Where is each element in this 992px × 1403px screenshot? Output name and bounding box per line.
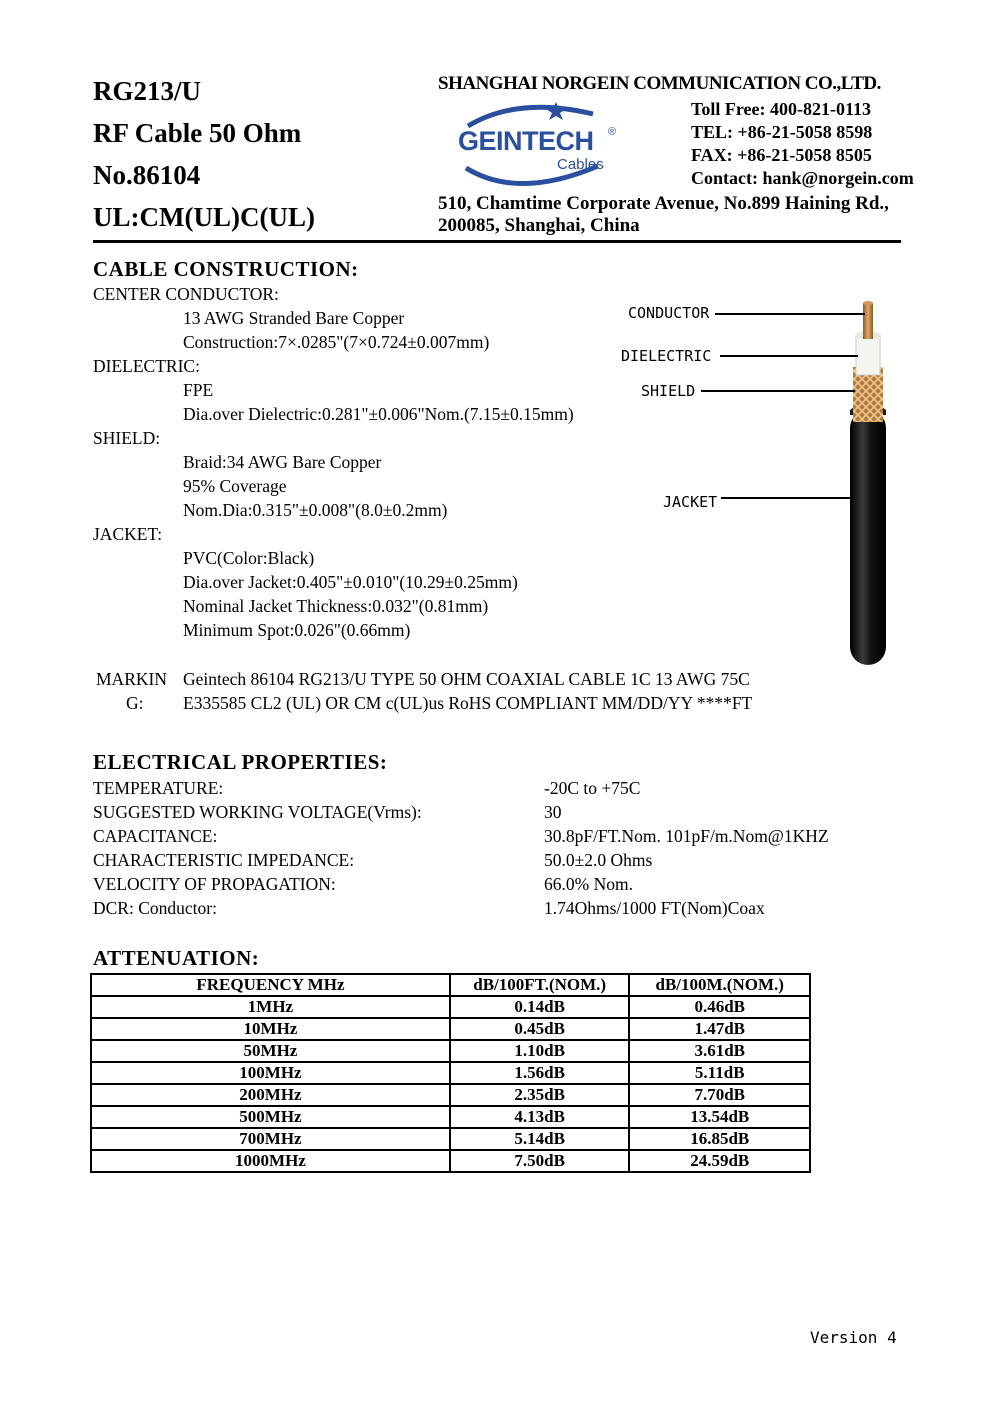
label-shield: SHIELD: [641, 382, 696, 400]
table-row: [91, 996, 810, 1018]
logo-subtext: Cables: [557, 156, 604, 173]
marking-line2: E335585 CL2 (UL) OR CM c(UL)us RoHS COMPLIANT MM/DD/YY ****FT: [183, 693, 753, 713]
frequency-cell: 10MHz: [91, 1018, 450, 1040]
contact-block: [691, 98, 914, 190]
electrical-label: CHARACTERISTIC IMPEDANCE:: [93, 850, 355, 870]
company-name: SHANGHAI NORGEIN COMMUNICATION CO.,LTD.: [438, 73, 881, 94]
marking-label-line2: G:: [126, 693, 144, 713]
header-cell: dB/100M.(NOM.): [629, 974, 810, 996]
spec-line: 13 AWG Stranded Bare Copper: [183, 308, 405, 328]
marking-line1: Geintech 86104 RG213/U TYPE 50 OHM COAXIAL CABLE 1C 13 AWG 75C: [183, 669, 750, 689]
electrical-label: CAPACITANCE:: [93, 826, 218, 846]
spec-line: 95% Coverage: [183, 476, 287, 496]
dielectric-label: DIELECTRIC:: [93, 356, 200, 376]
address-line-1: 510, Chamtime Corporate Avenue, No.899 Haining Rd.,: [438, 193, 889, 214]
table-header-row: [91, 974, 810, 996]
attenuation-heading: ATTENUATION:: [93, 946, 260, 970]
cable-diagram: [610, 295, 900, 665]
address-line-2: 200085, Shanghai, China: [438, 215, 640, 236]
spec-line: Minimum Spot:0.026"(0.66mm): [183, 620, 411, 640]
frequency-cell: 1000MHz: [91, 1150, 450, 1172]
contact-email: Contact: hank@norgein.com: [691, 168, 914, 188]
frequency-cell: 200MHz: [91, 1084, 450, 1106]
db-per-100m-cell: 7.70dB: [629, 1084, 810, 1106]
db-per-100ft-cell: 4.13dB: [450, 1106, 630, 1128]
spec-line: Nominal Jacket Thickness:0.032"(0.81mm): [183, 596, 489, 616]
frequency-cell: 50MHz: [91, 1040, 450, 1062]
title-line-rating: UL:CM(UL)C(UL): [93, 202, 315, 232]
electrical-value: 30.8pF/FT.Nom. 101pF/m.Nom@1KHZ: [544, 826, 829, 846]
db-per-100ft-cell: 0.45dB: [450, 1018, 630, 1040]
electrical-value: -20C to +75C: [544, 778, 641, 798]
db-per-100m-cell: 13.54dB: [629, 1106, 810, 1128]
construction-spec: [93, 282, 574, 642]
spec-line: Dia.over Jacket:0.405"±0.010"(10.29±0.25mm): [183, 572, 518, 592]
company-address: [438, 193, 889, 237]
construction-heading: CABLE CONSTRUCTION:: [93, 257, 359, 281]
spec-line: FPE: [183, 380, 214, 400]
center-conductor-label: CENTER CONDUCTOR:: [93, 284, 279, 304]
toll-free: Toll Free: 400-821-0113: [691, 99, 871, 119]
frequency-cell: 100MHz: [91, 1062, 450, 1084]
spec-line: Braid:34 AWG Bare Copper: [183, 452, 382, 472]
table-row: [91, 1018, 810, 1040]
electrical-labels: [93, 776, 422, 920]
table-row: [91, 1106, 810, 1128]
marking-text: [183, 667, 752, 715]
shield-label: SHIELD:: [93, 428, 161, 448]
product-title-block: [93, 70, 315, 238]
company-logo: [448, 98, 623, 190]
marking-label: [96, 667, 167, 715]
electrical-value: 66.0% Nom.: [544, 874, 633, 894]
db-per-100m-cell: 24.59dB: [629, 1150, 810, 1172]
frequency-cell: 1MHz: [91, 996, 450, 1018]
spec-line: Construction:7×.0285"(7×0.724±0.007mm): [183, 332, 490, 352]
spec-line: Dia.over Dielectric:0.281"±0.006"Nom.(7.15±0.15mm): [183, 404, 574, 424]
telephone: TEL: +86-21-5058 8598: [691, 122, 873, 142]
db-per-100m-cell: 3.61dB: [629, 1040, 810, 1062]
electrical-label: TEMPERATURE:: [93, 778, 224, 798]
db-per-100m-cell: 1.47dB: [629, 1018, 810, 1040]
db-per-100ft-cell: 1.56dB: [450, 1062, 630, 1084]
spec-line: Nom.Dia:0.315"±0.008"(8.0±0.2mm): [183, 500, 448, 520]
version-label: Version 4: [810, 1328, 897, 1347]
db-per-100ft-cell: 7.50dB: [450, 1150, 630, 1172]
frequency-cell: 700MHz: [91, 1128, 450, 1150]
title-line-type: RF Cable 50 Ohm: [93, 118, 302, 148]
label-dielectric: DIELECTRIC: [621, 347, 712, 365]
db-per-100m-cell: 5.11dB: [629, 1062, 810, 1084]
label-jacket: JACKET: [663, 493, 718, 511]
marking-label-line1: MARKIN: [96, 669, 167, 689]
title-line-model: RG213/U: [93, 76, 201, 106]
jacket-label: JACKET:: [93, 524, 163, 544]
db-per-100ft-cell: 1.10dB: [450, 1040, 630, 1062]
electrical-value: 50.0±2.0 Ohms: [544, 850, 653, 870]
frequency-cell: 500MHz: [91, 1106, 450, 1128]
table-row: [91, 1150, 810, 1172]
electrical-value: 30: [544, 802, 562, 822]
electrical-label: SUGGESTED WORKING VOLTAGE(Vrms):: [93, 802, 422, 822]
electrical-label: VELOCITY OF PROPAGATION:: [93, 874, 336, 894]
table-row: [91, 1084, 810, 1106]
logo-registered-mark: ®: [608, 126, 617, 138]
header-cell: dB/100FT.(NOM.): [450, 974, 630, 996]
table-row: [91, 1040, 810, 1062]
db-per-100m-cell: 0.46dB: [629, 996, 810, 1018]
electrical-values: [544, 776, 829, 920]
attenuation-table: [90, 973, 811, 1173]
db-per-100ft-cell: 0.14dB: [450, 996, 630, 1018]
db-per-100m-cell: 16.85dB: [629, 1128, 810, 1150]
table-row: [91, 1062, 810, 1084]
electrical-label: DCR: Conductor:: [93, 898, 217, 918]
fax: FAX: +86-21-5058 8505: [691, 145, 872, 165]
label-conductor: CONDUCTOR: [628, 304, 710, 322]
title-line-number: No.86104: [93, 160, 201, 190]
db-per-100ft-cell: 2.35dB: [450, 1084, 630, 1106]
db-per-100ft-cell: 5.14dB: [450, 1128, 630, 1150]
table-row: [91, 1128, 810, 1150]
electrical-heading: ELECTRICAL PROPERTIES:: [93, 750, 388, 774]
electrical-value: 1.74Ohms/1000 FT(Nom)Coax: [544, 898, 765, 918]
header-divider: [93, 240, 901, 243]
logo-text: GEINTECH: [458, 126, 594, 156]
header-cell: FREQUENCY MHz: [91, 974, 450, 996]
spec-line: PVC(Color:Black): [183, 548, 315, 568]
